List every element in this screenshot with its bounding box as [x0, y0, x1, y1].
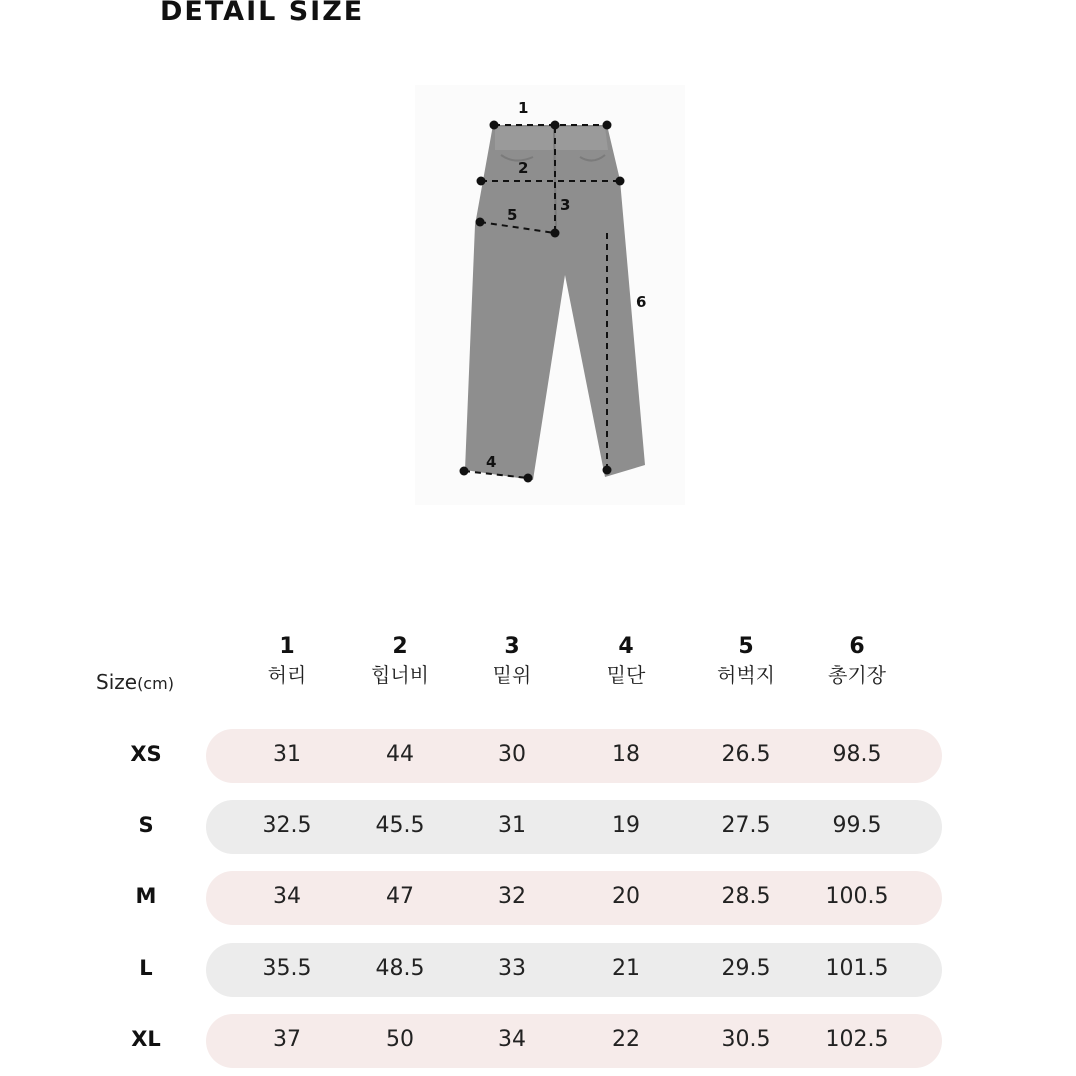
table-cell: 28.5	[721, 884, 771, 909]
table-cell: 22	[612, 1027, 640, 1052]
table-cell: 32	[498, 884, 526, 909]
table-cell: 101.5	[825, 956, 889, 981]
table-cell: 32.5	[262, 813, 312, 838]
table-cell: 31	[498, 813, 526, 838]
table-cell: 102.5	[825, 1027, 889, 1052]
table-cell: 18	[612, 742, 640, 767]
diagram-label-3: 3	[560, 196, 571, 214]
column-number: 4	[618, 634, 634, 659]
size-label-cell: XS	[130, 742, 162, 766]
column-header-5	[686, 633, 806, 689]
column-header-3	[452, 633, 572, 689]
column-number: 5	[738, 634, 754, 659]
column-number: 1	[279, 634, 295, 659]
column-header-1	[227, 633, 347, 689]
table-cell: 37	[273, 1027, 301, 1052]
column-number: 2	[392, 634, 408, 659]
page-title: DETAIL SIZE	[160, 0, 365, 27]
size-label: Size	[96, 670, 138, 694]
table-cell: 35.5	[262, 956, 312, 981]
table-cell: 45.5	[375, 813, 425, 838]
table-cell: 26.5	[721, 742, 771, 767]
diagram-label-5: 5	[507, 206, 518, 224]
table-cell: 44	[386, 742, 414, 767]
table-cell: 33	[498, 956, 526, 981]
column-name: 허리	[267, 663, 307, 687]
unit-label: (cm)	[137, 674, 174, 693]
table-cell: 48.5	[375, 956, 425, 981]
table-cell: 34	[273, 884, 301, 909]
column-number: 6	[849, 634, 865, 659]
column-name: 허벅지	[717, 663, 775, 687]
column-name: 밑위	[492, 663, 532, 687]
table-cell: 98.5	[832, 742, 882, 767]
table-cell: 47	[386, 884, 414, 909]
diagram-label-4: 4	[486, 453, 497, 471]
diagram-label-1: 1	[518, 99, 529, 117]
table-cell: 34	[498, 1027, 526, 1052]
column-header-6	[797, 633, 917, 689]
column-number: 3	[504, 634, 520, 659]
table-cell: 30.5	[721, 1027, 771, 1052]
column-name: 밑단	[606, 663, 646, 687]
table-cell: 27.5	[721, 813, 771, 838]
table-cell: 100.5	[825, 884, 889, 909]
size-label-cell: L	[139, 956, 153, 980]
table-cell: 31	[273, 742, 301, 767]
table-cell: 99.5	[832, 813, 882, 838]
column-name: 힙너비	[371, 663, 429, 687]
column-header-4	[566, 633, 686, 689]
table-cell: 30	[498, 742, 526, 767]
size-label-cell: S	[138, 813, 154, 837]
diagram-label-2: 2	[518, 159, 529, 177]
size-label-cell: XL	[131, 1027, 161, 1051]
table-cell: 20	[612, 884, 640, 909]
size-label-cell: M	[135, 884, 157, 908]
diagram-label-6: 6	[636, 293, 647, 311]
table-cell: 21	[612, 956, 640, 981]
pants-measurement-diagram	[415, 85, 685, 505]
table-cell: 29.5	[721, 956, 771, 981]
column-header-2	[340, 633, 460, 689]
table-cell: 50	[386, 1027, 414, 1052]
table-cell: 19	[612, 813, 640, 838]
size-unit-label	[96, 670, 174, 694]
column-name: 총기장	[828, 663, 886, 687]
